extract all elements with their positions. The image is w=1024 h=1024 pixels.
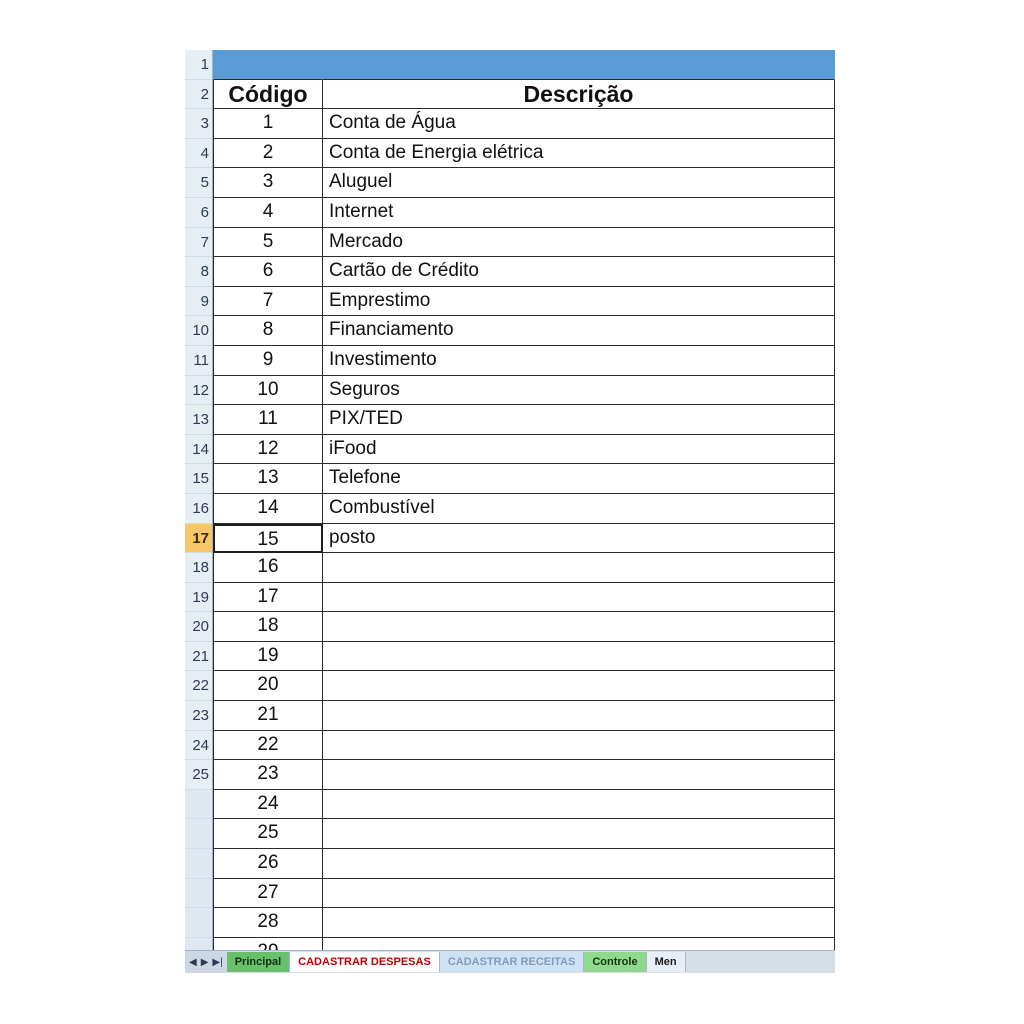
row-header-9[interactable]: 9: [185, 287, 212, 317]
table-row: [213, 583, 835, 613]
cell-codigo[interactable]: 7: [213, 287, 323, 317]
table-header-row: [213, 80, 835, 110]
sheet-tab-cadastrar-despesas[interactable]: CADASTRAR DESPESAS: [290, 952, 440, 972]
row-header-22[interactable]: 22: [185, 671, 212, 701]
table-row: [213, 228, 835, 258]
row-header-3[interactable]: 3: [185, 109, 212, 139]
row-header-blank[interactable]: [185, 908, 212, 938]
cell-descricao[interactable]: Financiamento: [323, 316, 835, 346]
sheet-tab-cadastrar-receitas[interactable]: CADASTRAR RECEITAS: [440, 952, 585, 972]
cell-descricao[interactable]: Conta de Água: [323, 109, 835, 139]
sheet-tab-men[interactable]: Men: [647, 952, 686, 972]
cell-codigo[interactable]: 26: [213, 849, 323, 879]
cell-codigo[interactable]: 1: [213, 109, 323, 139]
table-row: [213, 316, 835, 346]
cell-codigo[interactable]: 16: [213, 553, 323, 583]
next-sheet-icon[interactable]: ▶: [200, 956, 209, 968]
cell-codigo[interactable]: 6: [213, 257, 323, 287]
cell-descricao[interactable]: posto: [323, 524, 835, 554]
table-row: [213, 879, 835, 909]
cell-codigo[interactable]: 3: [213, 168, 323, 198]
cell-codigo[interactable]: 28: [213, 908, 323, 938]
table-row: [213, 376, 835, 406]
table-row: [213, 849, 835, 879]
column-header-codigo[interactable]: Código: [213, 80, 323, 110]
row-header-11[interactable]: 11: [185, 346, 212, 376]
cell-descricao[interactable]: [323, 819, 835, 849]
cell-codigo[interactable]: 21: [213, 701, 323, 731]
spreadsheet-viewport: [185, 50, 835, 950]
cell-descricao[interactable]: iFood: [323, 435, 835, 465]
cell-codigo[interactable]: 11: [213, 405, 323, 435]
table-row: [213, 494, 835, 524]
column-header-descricao[interactable]: Descrição: [323, 80, 835, 110]
cell-codigo[interactable]: 17: [213, 583, 323, 613]
table-row: [213, 671, 835, 701]
cell-codigo[interactable]: 4: [213, 198, 323, 228]
table-row: [213, 139, 835, 169]
cell-descricao[interactable]: Conta de Energia elétrica: [323, 139, 835, 169]
cell-codigo[interactable]: 8: [213, 316, 323, 346]
table-row: [213, 642, 835, 672]
table-row: [213, 731, 835, 761]
cell-descricao[interactable]: [323, 583, 835, 613]
row-header-blank[interactable]: [185, 790, 212, 820]
row-header-23[interactable]: 23: [185, 701, 212, 731]
cell-descricao[interactable]: [323, 701, 835, 731]
row-header-10[interactable]: 10: [185, 316, 212, 346]
banner-row: [213, 50, 835, 80]
cell-descricao[interactable]: PIX/TED: [323, 405, 835, 435]
row-header-blank[interactable]: [185, 879, 212, 909]
cell-descricao[interactable]: Combustível: [323, 494, 835, 524]
cell-descricao[interactable]: Aluguel: [323, 168, 835, 198]
cell-descricao[interactable]: Emprestimo: [323, 287, 835, 317]
cell-codigo[interactable]: 10: [213, 376, 323, 406]
table-row: [213, 553, 835, 583]
table-row: [213, 760, 835, 790]
table-row: [213, 346, 835, 376]
cell-codigo[interactable]: 22: [213, 731, 323, 761]
row-header-16[interactable]: 16: [185, 494, 212, 524]
cell-descricao[interactable]: Internet: [323, 198, 835, 228]
table-row: [213, 612, 835, 642]
row-header-column: [185, 50, 213, 950]
table-row: [213, 819, 835, 849]
table-row: [213, 257, 835, 287]
row-header-13[interactable]: 13: [185, 405, 212, 435]
row-header-blank[interactable]: [185, 849, 212, 879]
banner-cell-b[interactable]: [323, 50, 835, 80]
row-header-25[interactable]: 25: [185, 760, 212, 790]
cell-descricao[interactable]: [323, 760, 835, 790]
cell-codigo[interactable]: 15: [213, 524, 323, 554]
table-row: [213, 464, 835, 494]
cell-descricao[interactable]: [323, 849, 835, 879]
cell-codigo[interactable]: 12: [213, 435, 323, 465]
cell-descricao[interactable]: [323, 612, 835, 642]
table-row: [213, 435, 835, 465]
cell-codigo[interactable]: 13: [213, 464, 323, 494]
row-header-18[interactable]: 18: [185, 553, 212, 583]
row-header-12[interactable]: 12: [185, 376, 212, 406]
row-header-17[interactable]: 17: [185, 524, 212, 554]
row-header-24[interactable]: 24: [185, 731, 212, 761]
row-header-blank[interactable]: [185, 819, 212, 849]
table-row: [213, 908, 835, 938]
cell-descricao[interactable]: Investimento: [323, 346, 835, 376]
table-row: [213, 198, 835, 228]
row-header-21[interactable]: 21: [185, 642, 212, 672]
cell-codigo[interactable]: 25: [213, 819, 323, 849]
row-header-2[interactable]: 2: [185, 80, 212, 110]
last-sheet-icon[interactable]: ▶|: [212, 956, 223, 968]
cell-descricao[interactable]: [323, 671, 835, 701]
row-header-5[interactable]: 5: [185, 168, 212, 198]
sheet-tab-principal[interactable]: Principal: [227, 952, 290, 972]
cell-descricao[interactable]: Cartão de Crédito: [323, 257, 835, 287]
table-row: [213, 790, 835, 820]
cell-codigo[interactable]: 2: [213, 139, 323, 169]
sheet-tab-controle[interactable]: Controle: [584, 952, 646, 972]
cell-descricao[interactable]: Telefone: [323, 464, 835, 494]
cell-descricao[interactable]: [323, 879, 835, 909]
table-row: [213, 287, 835, 317]
row-header-6[interactable]: 6: [185, 198, 212, 228]
cell-descricao[interactable]: [323, 908, 835, 938]
cell-codigo[interactable]: 18: [213, 612, 323, 642]
cell-codigo[interactable]: 20: [213, 671, 323, 701]
cell-codigo[interactable]: 14: [213, 494, 323, 524]
first-sheet-icon[interactable]: ◀: [189, 956, 197, 968]
cell-codigo[interactable]: 5: [213, 228, 323, 258]
table-row: [213, 524, 835, 554]
sheet-tabs: [227, 951, 686, 973]
row-header-8[interactable]: 8: [185, 257, 212, 287]
cell-codigo[interactable]: 9: [213, 346, 323, 376]
sheet-nav-arrows[interactable]: [185, 951, 227, 973]
table-row: [213, 701, 835, 731]
table-row: [213, 109, 835, 139]
cell-descricao[interactable]: [323, 642, 835, 672]
table-row: [213, 405, 835, 435]
row-header-7[interactable]: 7: [185, 228, 212, 258]
cell-descricao[interactable]: [323, 731, 835, 761]
cell-descricao[interactable]: [323, 553, 835, 583]
row-header-1[interactable]: 1: [185, 50, 212, 80]
cell-descricao[interactable]: Mercado: [323, 228, 835, 258]
table-row: [213, 168, 835, 198]
cell-descricao[interactable]: [323, 790, 835, 820]
cell-codigo[interactable]: 27: [213, 879, 323, 909]
cell-codigo[interactable]: 23: [213, 760, 323, 790]
cell-codigo[interactable]: 19: [213, 642, 323, 672]
cell-descricao[interactable]: Seguros: [323, 376, 835, 406]
cell-codigo[interactable]: 24: [213, 790, 323, 820]
sheet-tab-bar: [185, 950, 835, 973]
row-header-19[interactable]: 19: [185, 583, 212, 613]
row-header-4[interactable]: 4: [185, 139, 212, 169]
spreadsheet-grid: [213, 50, 835, 950]
row-header-15[interactable]: 15: [185, 464, 212, 494]
banner-cell-a[interactable]: [213, 50, 323, 80]
row-header-20[interactable]: 20: [185, 612, 212, 642]
row-header-14[interactable]: 14: [185, 435, 212, 465]
